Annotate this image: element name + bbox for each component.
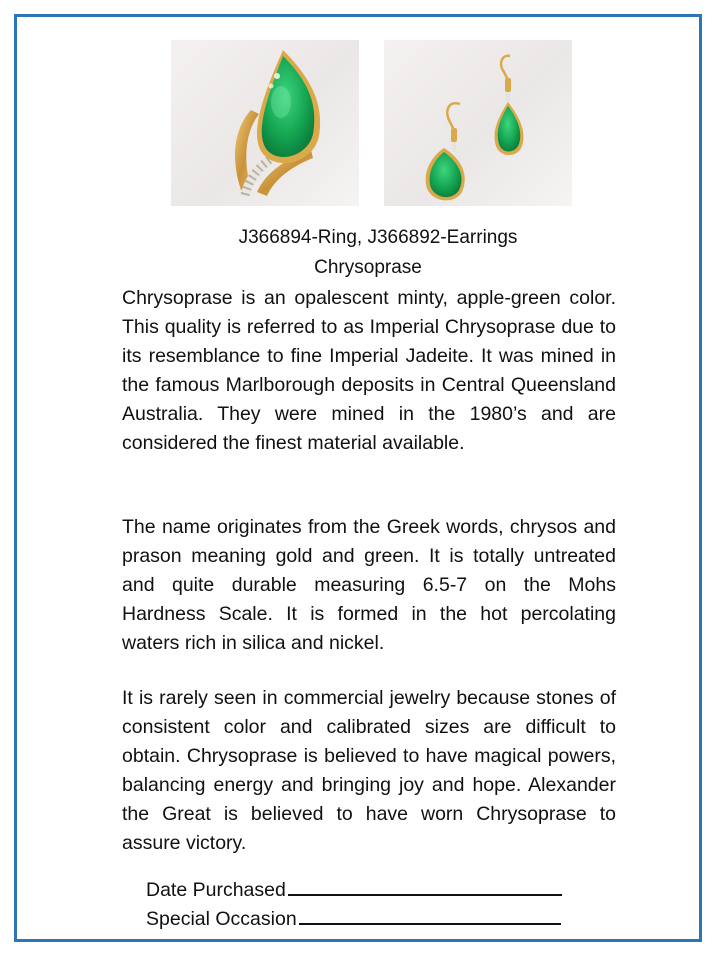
ring-icon bbox=[171, 40, 359, 206]
special-occasion-row bbox=[146, 903, 561, 933]
special-occasion-blank[interactable] bbox=[299, 903, 561, 925]
earrings-icon bbox=[384, 40, 572, 206]
date-purchased-row bbox=[146, 874, 562, 904]
description-paragraph-2: The name originates from the Greek words, chrysos and prason meaning gold and green. It is totally untreated and quite durable measuring 6.5-7 on the Mohs Hardness Scale. It is formed in the hot percolating waters rich in silica and nickel. bbox=[122, 516, 616, 654]
ring-photo bbox=[171, 40, 359, 206]
earrings-photo bbox=[384, 40, 572, 206]
special-occasion-label: Special Occasion bbox=[146, 908, 297, 930]
date-purchased-blank[interactable] bbox=[288, 874, 562, 896]
description-paragraph-1: Chrysoprase is an opalescent minty, apple-green color. This quality is referred to as Imperial Chrysoprase due to its resemblance to fine Imperial Jadeite. It was mined in the famous Marlborough deposits in Central Queensland Australia. They were mined in the 1980’s and are considered the finest material available. bbox=[122, 287, 616, 454]
description-paragraph-3: It is rarely seen in commercial jewelry because stones of consistent color and calibrated sizes are difficult to obtain. Chrysoprase is believed to have magical powers, balancing energy and bringing joy and hope. Alexander the Great is believed to have worn Chrysoprase to assure victory. bbox=[122, 687, 616, 854]
product-sku-line: J366894-Ring, J366892-Earrings bbox=[238, 227, 518, 248]
date-purchased-label: Date Purchased bbox=[146, 879, 286, 901]
gem-title: Chrysoprase bbox=[314, 257, 422, 278]
